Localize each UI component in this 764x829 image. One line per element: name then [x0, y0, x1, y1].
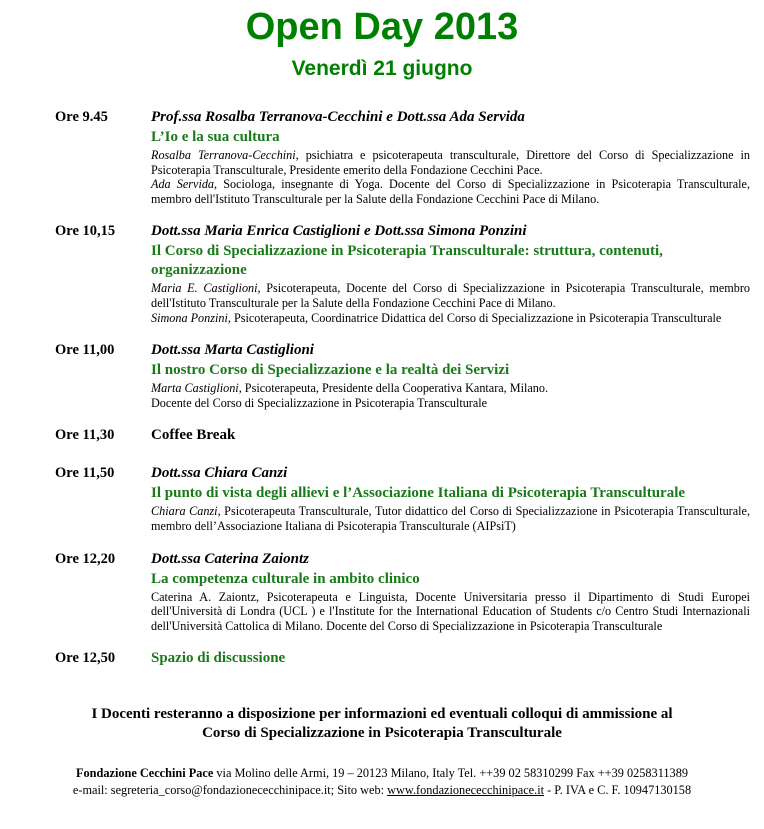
programme-entry — [55, 649, 750, 669]
page-subtitle: Venerdì 21 giugno — [291, 57, 473, 80]
entry-description-paragraph — [151, 148, 750, 177]
entry-time: Ore 11,50 — [55, 465, 115, 482]
entry-time: Ore 12,50 — [55, 650, 116, 667]
entry-time: Ore 11,30 — [55, 427, 115, 444]
description-text: , psichiatra e psicoterapeuta transculturale, Direttore del Corso di Specializzazione in Psicoterapia Transculturale, Presidente emerito della Fondazione Cecchini Pace. — [151, 148, 750, 177]
entry-description — [151, 590, 750, 634]
entry-body — [151, 341, 750, 410]
entry-body — [151, 426, 750, 446]
programme-entry — [55, 550, 750, 634]
entry-speakers: Dott.ssa Maria Enrica Castiglioni e Dott.ssa Simona Ponzini — [151, 223, 527, 240]
vat-number: - P. IVA e C. F. 10947130158 — [547, 783, 692, 798]
entry-description-paragraph — [151, 396, 750, 411]
entry-talk-title: Il Corso di Specializzazione in Psicoterapia Transculturale: struttura, contenuti, organizzazione — [151, 243, 663, 279]
email-address[interactable]: segreteria_corso@fondazionececchinipace.it; — [110, 783, 335, 798]
entry-description-paragraph — [151, 381, 750, 396]
entry-time: Ore 10,15 — [55, 223, 116, 240]
entry-description — [151, 504, 750, 533]
entry-description — [151, 148, 750, 206]
entry-speakers: Dott.ssa Chiara Canzi — [151, 465, 288, 482]
entry-description-paragraph — [151, 504, 750, 533]
page-title: Open Day 2013 — [245, 6, 519, 48]
programme-entry — [55, 222, 750, 325]
description-lead-name: Ada Servida — [151, 177, 215, 192]
admission-notice — [0, 705, 764, 743]
entry-description-paragraph — [151, 281, 750, 310]
organization-address: via Molino delle Armi, 19 – 20123 Milano, Italy — [216, 766, 455, 781]
description-lead-name: Rosalba Terranova-Cecchini — [151, 148, 296, 162]
entry-time: Ore 9.45 — [55, 109, 108, 125]
entry-time: Ore 11,00 — [55, 342, 115, 359]
description-lead-name: Maria E. Castiglioni — [151, 281, 258, 296]
entry-body — [151, 464, 750, 533]
programme-list — [0, 108, 764, 669]
entry-talk-title: La competenza culturale in ambito clinico — [151, 570, 420, 587]
website-label: Sito web: — [337, 783, 385, 798]
programme-entry — [55, 108, 750, 206]
email-label: e-mail: — [72, 783, 108, 798]
entry-talk-title: Il nostro Corso di Specializzazione e la realtà dei Servizi — [151, 362, 510, 379]
organization-name: Fondazione Cecchini Pace — [76, 766, 214, 781]
entry-talk-title: Coffee Break — [151, 427, 236, 444]
entry-talk-title: Il punto di vista degli allievi e l’Associazione Italiana di Psicoterapia Transculturale — [151, 485, 686, 502]
website-link[interactable]: www.fondazionececchinipace.it — [387, 783, 545, 798]
description-text: , Psicoterapeuta Transculturale, Tutor didattico del Corso di Specializzazione in Psicoterapia Transculturale, membro dell’Associazione Italiana di Psicoterapia Transculturale (AIPsiT) — [151, 504, 750, 533]
admission-notice-line-2: Corso di Specializzazione in Psicoterapia Transculturale — [202, 725, 562, 742]
description-lead-name: Marta Castiglioni — [151, 381, 239, 396]
description-lead-name: Simona Ponzini — [151, 310, 228, 325]
entry-body — [151, 222, 750, 325]
entry-body — [151, 649, 750, 669]
programme-entry — [55, 464, 750, 533]
programme-entry — [55, 426, 750, 446]
description-text: Caterina A. Zaiontz, Psicoterapeuta e Linguista, Docente Universitaria presso il Dipartimento di Studi Europei dell'Università di Londra (UCL ) e l'Institute for the International Education of Students c/o Centro Studi Internazionali dell'Università Cattolica di Milano. Docente del Corso di Specializzazione in Psicoterapia Transculturale — [151, 589, 750, 633]
entry-time: Ore 12,20 — [55, 550, 116, 567]
contact-line-1 — [0, 765, 764, 781]
description-text: , Psicoterapeuta, Docente del Corso di Specializzazione in Psicoterapia Transculturale, membro dell'Istituto Transculturale per la Salute della Fondazione Cecchini Pace di Milano. — [151, 281, 750, 310]
entry-description-paragraph — [151, 590, 750, 634]
contact-line-2 — [0, 782, 764, 798]
description-text: , Psicoterapeuta, Coordinatrice Didattica del Corso di Specializzazione in Psicoterapia Transculturale — [227, 310, 722, 325]
description-lead-name: Chiara Canzi — [151, 504, 218, 519]
programme-entry — [55, 341, 750, 410]
entry-speakers: Prof.ssa Rosalba Terranova-Cecchini e Dott.ssa Ada Servida — [151, 109, 525, 125]
document-page — [0, 7, 764, 829]
description-text: , Psicoterapeuta, Presidente della Cooperativa Kantara, Milano. — [238, 381, 549, 396]
organization-fax: Fax ++39 0258311389 — [576, 766, 688, 781]
entry-description-paragraph — [151, 177, 750, 206]
contact-footer — [0, 765, 764, 798]
entry-speakers: Dott.ssa Marta Castiglioni — [151, 342, 314, 359]
description-text: Docente del Corso di Specializzazione in Psicoterapia Transculturale — [151, 395, 488, 410]
entry-body — [151, 550, 750, 634]
organization-phone: Tel. ++39 02 58310299 — [457, 766, 574, 781]
description-text: , Sociologa, insegnante di Yoga. Docente del Corso di Specializzazione in Psicoterapia Transculturale, membro dell'Istituto Transculturale per la Salute della Fondazione Cecchini Pace di Milano. — [151, 177, 750, 206]
entry-description-paragraph — [151, 311, 750, 326]
entry-body — [151, 108, 750, 206]
admission-notice-line-1: I Docenti resteranno a disposizione per informazioni ed eventuali colloqui di ammissione al — [91, 706, 673, 723]
entry-talk-title: Spazio di discussione — [151, 650, 286, 667]
entry-description — [151, 281, 750, 325]
entry-description — [151, 381, 750, 410]
entry-talk-title: L’Io e la sua cultura — [151, 129, 280, 145]
entry-speakers: Dott.ssa Caterina Zaiontz — [151, 550, 309, 567]
